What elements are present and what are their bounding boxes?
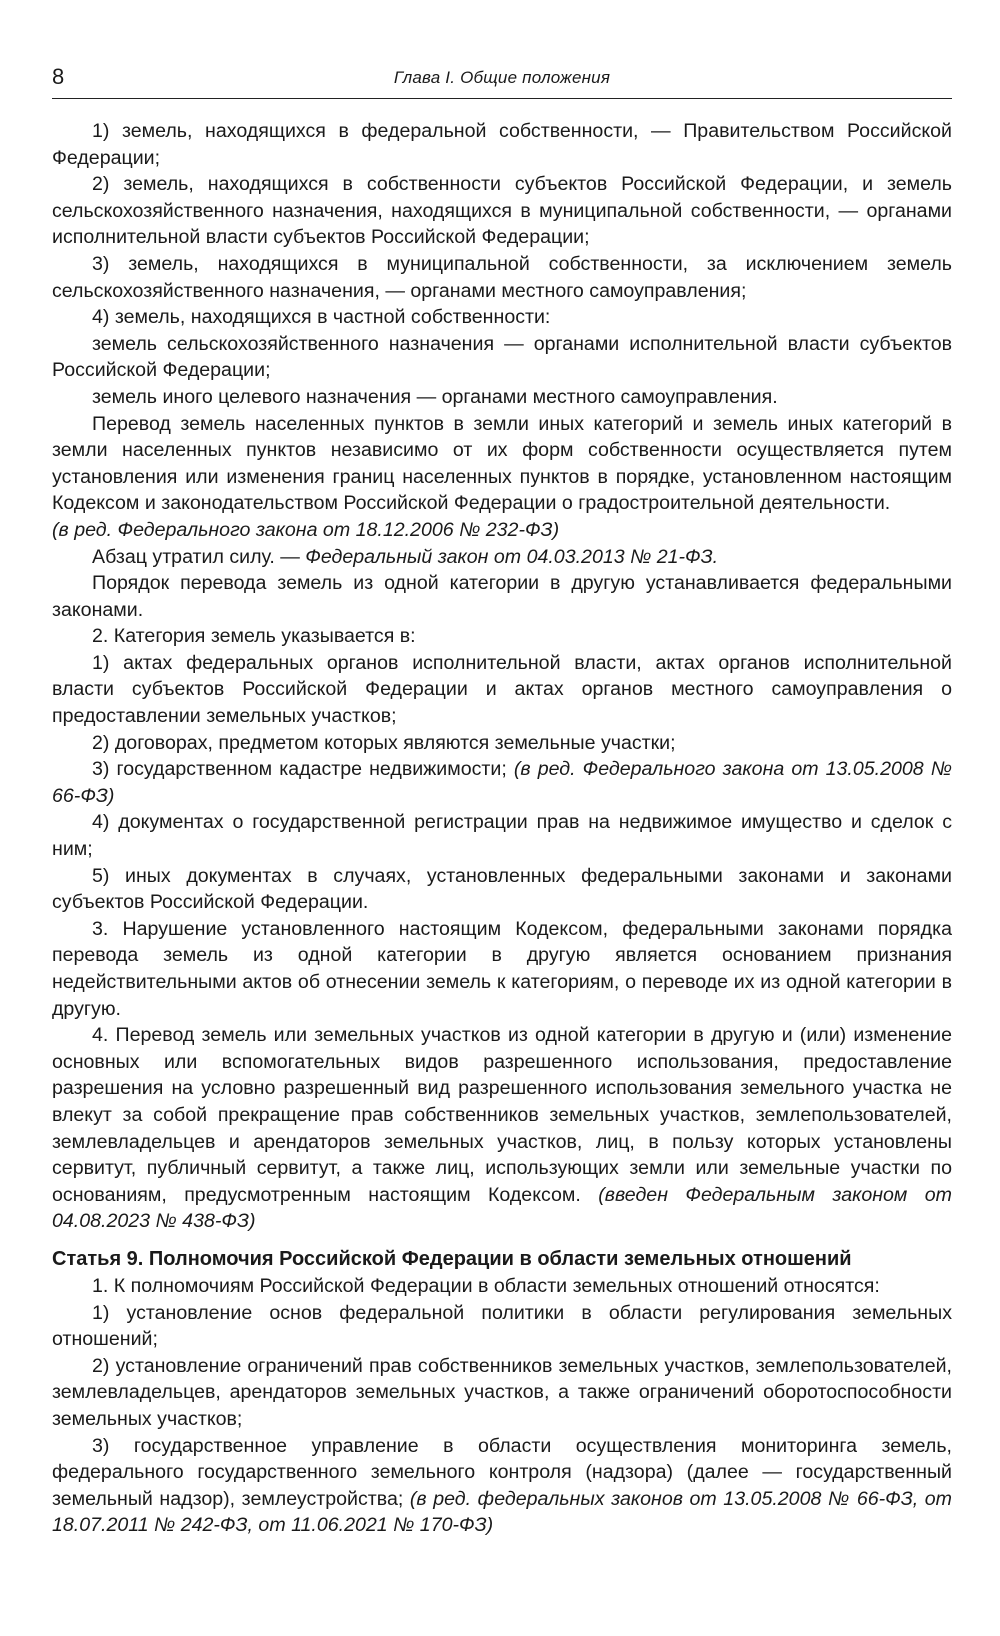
page-body [52, 118, 952, 1539]
article-heading: Статья 9. Полномочия Российской Федерации в области земельных отношений [52, 1247, 852, 1270]
paragraph: 1) актах федеральных органов исполнительной власти, актах органов исполнительной власти субъектов Российской Федерации и актах органов местного самоуправления о предоставлении земельных участков; [52, 651, 952, 728]
paragraph: 2) договорах, предметом которых являются земельные участки; [92, 731, 676, 754]
paragraph: 1) земель, находящихся в федеральной собственности, — Правительством Российской Федерации; [52, 120, 952, 169]
page-header [52, 62, 952, 96]
amendment-note: (в ред. Федерального закона от 18.12.2006 № 232-ФЗ) [52, 518, 560, 541]
paragraph: 5) иных документах в случаях, установленных федеральными законами и законами субъектов Российской Федерации. [52, 864, 952, 914]
paragraph [52, 1022, 952, 1235]
paragraph: 1. К полномочиям Российской Федерации в области земельных отношений относятся: [92, 1274, 880, 1297]
paragraph: Перевод земель населенных пунктов в земли иных категорий и земель иных категорий в земли населенных пунктов независимо от их форм собственности осуществляется путем установления или изменения границ населенных пунктов в порядке, установленном настоящим Кодексом и законодательством Российской Федерации о градостроительной деятельности. [52, 412, 952, 515]
paragraph [52, 756, 952, 809]
paragraph: 3. Нарушение установленного настоящим Кодексом, федеральными законами порядка перевода земель из одной категории в другую является основанием признания недействительными актов об отнесении земель к категориям, о переводе их из одной категории в другую. [52, 917, 952, 1020]
amendment-note: Федеральный закон от 04.03.2013 № 21-ФЗ. [305, 545, 719, 568]
paragraph-text: 3) государственном кадастре недвижимости; [92, 758, 507, 781]
paragraph: 2) земель, находящихся в собственности субъектов Российской Федерации, и земель сельскохозяйственного назначения, находящихся в муниципальной собственности, — органами исполнительной власти субъектов Российской Федерации; [52, 173, 952, 249]
paragraph: 4) земель, находящихся в частной собственности: [92, 306, 551, 329]
paragraph: 1) установление основ федеральной политики в области регулирования земельных отношений; [52, 1301, 952, 1351]
paragraph-text: 3) государственное управление в области осуществления мониторинга земель, федерального государственного земельного контроля (надзора) (далее — государственный земельный надзор), землеустройства; [52, 1434, 952, 1510]
paragraph [52, 1433, 952, 1539]
page-number: 8 [52, 64, 65, 89]
paragraph-text: 4. Перевод земель или земельных участков из одной категории в другую и (или) изменение основных или вспомогательных видов разрешенного использования, предоставление разрешения на условно разрешенный вид разрешенного использования земельного участка не влекут за собой прекращение прав собственников земельных участков, землепользователей, землевладельцев и арендаторов земельных участков, лиц, в пользу которых установлены сервитут, публичный сервитут, а также лиц, использующих земли или земельные участки по основаниям, предусмотренным настоящим Кодексом. [52, 1024, 952, 1206]
paragraph: земель иного целевого назначения — органами местного самоуправления. [92, 385, 778, 408]
paragraph-text: Абзац утратил силу. — [92, 545, 300, 568]
paragraph: земель сельскохозяйственного назначения — органами исполнительной власти субъектов Российской Федерации; [52, 332, 952, 382]
amendment-note: (в ред. Федерального закона от 13.05.2008 № 66-ФЗ) [52, 758, 952, 807]
chapter-title: Глава I. Общие положения [393, 68, 611, 87]
paragraph: Порядок перевода земель из одной категории в другую устанавливается федеральными законами. [52, 572, 952, 621]
amendment-note: (введен Федеральным законом от 04.08.2023 № 438-ФЗ) [52, 1183, 952, 1233]
amendment-note: (в ред. федеральных законов от 13.05.2008 № 66-ФЗ, от 18.07.2011 № 242-ФЗ, от 11.06.2021 № 170-ФЗ) [52, 1487, 953, 1537]
header-divider [52, 98, 952, 99]
paragraph: 3) земель, находящихся в муниципальной собственности, за исключением земель сельскохозяйственного назначения, — органами местного самоуправления; [52, 252, 952, 302]
paragraph: 2) установление ограничений прав собственников земельных участков, землепользователей, землевладельцев, арендаторов земельных участков, а также ограничений оборотоспособности земельных участков; [52, 1354, 952, 1430]
paragraph [52, 544, 952, 571]
paragraph: 2. Категория земель указывается в: [92, 625, 416, 648]
paragraph: 4) документах о государственной регистрации прав на недвижимое имущество и сделок с ним; [52, 811, 952, 861]
